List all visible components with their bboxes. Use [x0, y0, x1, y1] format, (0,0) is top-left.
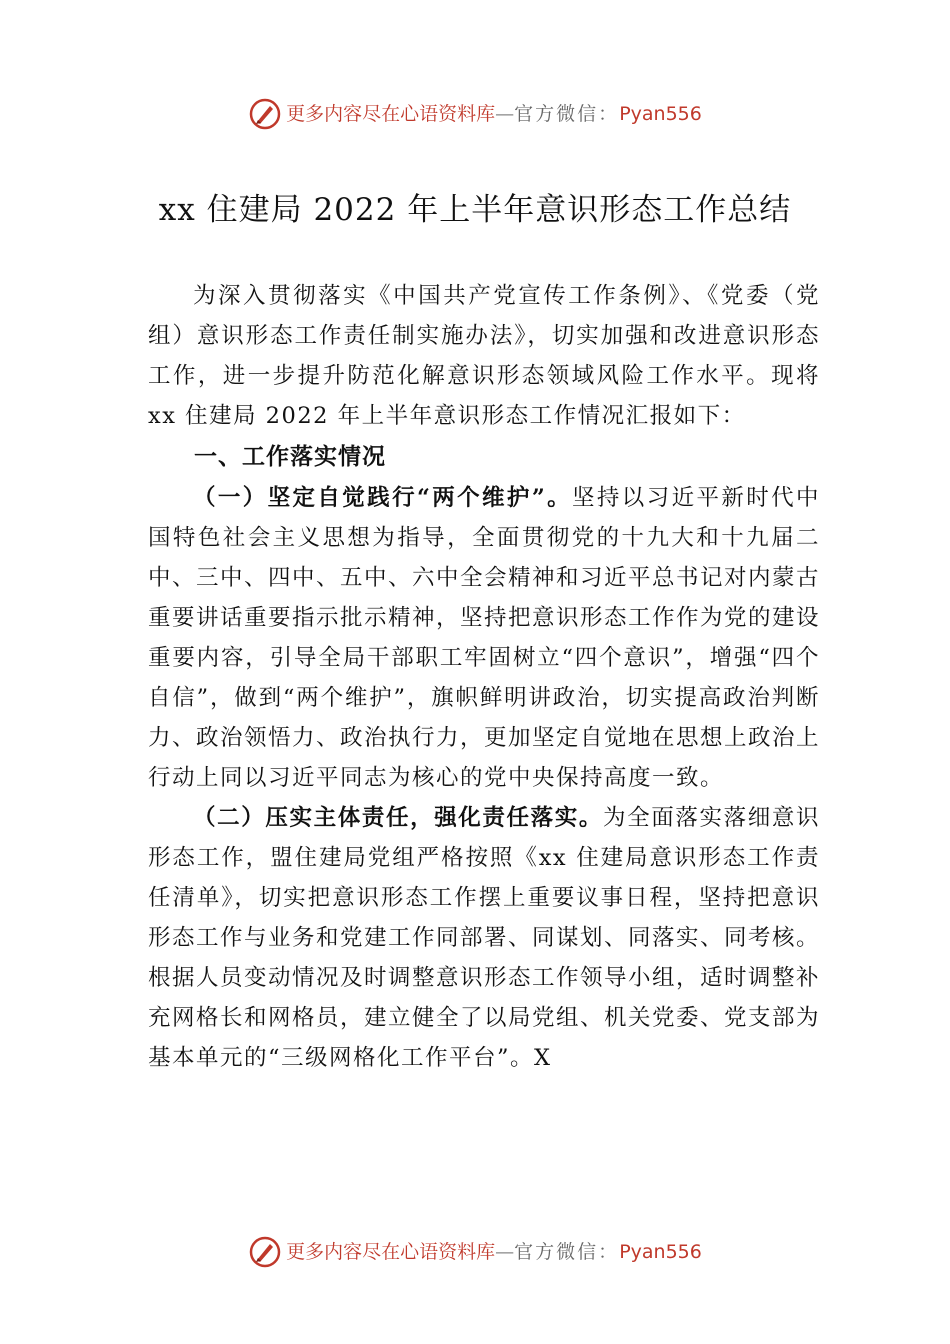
- header-watermark-banner: [0, 94, 950, 134]
- document-body: [148, 276, 820, 1078]
- banner-wechat-id: Pyan556: [619, 103, 702, 125]
- paragraph-2-lead: （二）压实主体责任，强化责任落实。: [193, 805, 604, 831]
- banner-text: [286, 94, 702, 134]
- pen-quill-logo-icon: [248, 1235, 282, 1269]
- banner-text: [286, 1232, 702, 1272]
- banner-dash: —: [495, 1241, 515, 1263]
- banner-library-text: 更多内容尽在心语资料库: [286, 103, 496, 125]
- section-heading: 一、工作落实情况: [194, 444, 386, 470]
- footer-watermark-banner: [0, 1232, 950, 1272]
- banner-wechat-label: 官方微信：: [514, 1241, 620, 1263]
- paragraph-2-body: 为全面落实落细意识形态工作，盟住建局党组严格按照《xx 住建局意识形态工作责任清单》，切实把意识形态工作摆上重要议事日程，坚持把意识形态工作与业务和党建工作同部署、同谋划、同落实、同考核。根据人员变动情况及时调整意识形态工作领导小组，适时调整补充网格长和网格员，建立健全了以局党组、机关党委、党支部为基本单元的“三级网格化工作平台”。X: [148, 805, 821, 1071]
- intro-paragraph: 为深入贯彻落实《中国共产党宣传工作条例》、《党委（党组）意识形态工作责任制实施办法》，切实加强和改进意识形态工作，进一步提升防范化解意识形态领域风险工作水平。现将 xx 住建局 2022 年上半年意识形态工作情况汇报如下：: [148, 283, 820, 429]
- paragraph-1: [148, 478, 820, 798]
- banner-dash: —: [495, 103, 515, 125]
- paragraph-1-body: 坚持以习近平新时代中国特色社会主义思想为指导，全面贯彻党的十九大和十九届二中、三中、四中、五中、六中全会精神和习近平总书记对内蒙古重要讲话重要指示批示精神，坚持把意识形态工作作为党的建设重要内容，引导全局干部职工牢固树立“四个意识”，增强“四个自信”，做到“两个维护”，旗帜鲜明讲政治，切实提高政治判断力、政治领悟力、政治执行力，更加坚定自觉地在思想上政治上行动上同以习近平同志为核心的党中央保持高度一致。: [148, 485, 821, 791]
- banner-library-text: 更多内容尽在心语资料库: [286, 1241, 496, 1263]
- paragraph-1-lead: （一）坚定自觉践行“两个维护”。: [193, 485, 573, 511]
- paragraph-2: [148, 798, 820, 1078]
- banner-wechat-id: Pyan556: [619, 1241, 702, 1263]
- pen-quill-logo-icon: [248, 97, 282, 131]
- document-title: xx 住建局 2022 年上半年意识形态工作总结: [158, 192, 792, 228]
- banner-wechat-label: 官方微信：: [514, 103, 620, 125]
